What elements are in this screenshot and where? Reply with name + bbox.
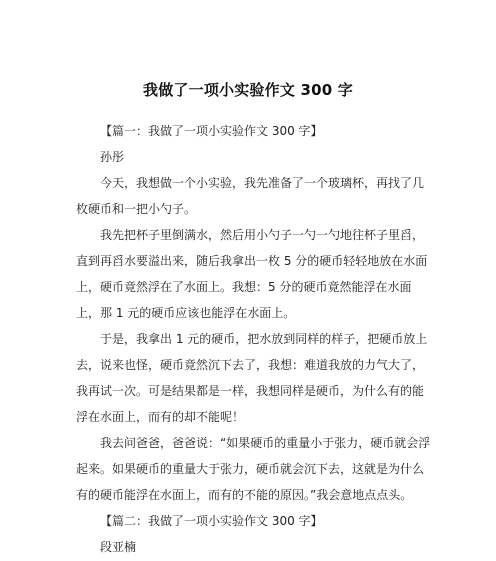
paragraph-line: 我去问爸爸，爸爸说：“如果硬币的重量小于张力，硬币就会浮 xyxy=(100,436,431,450)
paragraph-line: 今天，我想做一个小实验，我先准备了一个玻璃杯，再找了几 xyxy=(100,176,425,190)
paragraph-line: 浮在水面上，而有的却不能呢！ xyxy=(76,410,245,424)
paragraph-line: 我再试一次。可是结果都是一样，我想同样是硬币，为什么有的能 xyxy=(76,384,425,398)
paragraph-line: 我先把杯子里倒满水，然后用小勺子一勺一勺地往杯子里舀， xyxy=(100,228,425,242)
paragraph-line: 有的硬币能浮在水面上，而有的不能的原因。”我会意地点点头。 xyxy=(76,488,413,502)
paragraph-line: 上，硬币竟然浮在了水面上。我想：5 分的硬币竟然能浮在水面 xyxy=(76,280,412,294)
paragraph-line: 于是，我拿出 1 元的硬币，把水放到同样的样子，把硬币放上 xyxy=(100,332,428,346)
document-title: 我做了一项小实验作文 300 字 xyxy=(143,81,353,99)
paragraph-line: 直到再舀水要溢出来，随后我拿出一枚 5 分的硬币轻轻地放在水面 xyxy=(76,254,428,268)
paragraph-line: 起来。如果硬币的重量大于张力，硬币就会沉下去，这就是为什么 xyxy=(76,462,425,476)
paragraph-line: 去，说来也怪，硬币竟然沉下去了，我想：难道我放的力气大了， xyxy=(76,358,425,372)
section-heading-1: 【篇一：我做了一项小实验作文 300 字】 xyxy=(100,124,323,138)
section-heading-2: 【篇二：我做了一项小实验作文 300 字】 xyxy=(100,514,323,528)
section-author-2: 段亚楠 xyxy=(100,540,137,554)
section-author-1: 孙彤 xyxy=(100,150,125,164)
paragraph-line: 上，那 1 元的硬币应该也能浮在水面上。 xyxy=(76,306,296,320)
paragraph-line: 枚硬币和一把小勺子。 xyxy=(76,202,197,216)
